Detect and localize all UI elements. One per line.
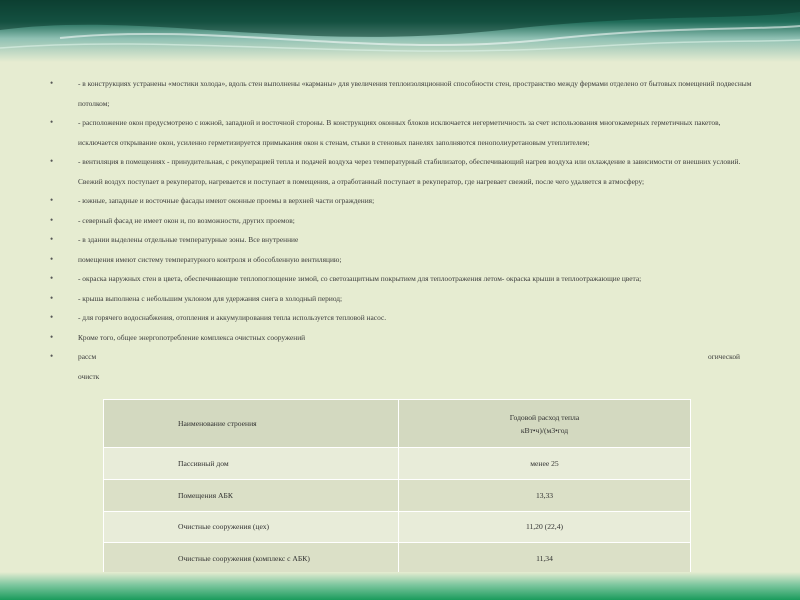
table-row xyxy=(104,543,691,575)
partial-text-right: огической xyxy=(708,352,741,361)
list-item xyxy=(44,152,752,191)
list-item xyxy=(44,211,752,231)
list-item-partial xyxy=(44,347,752,386)
list-item-text: - для горячего водоснабжения, отопления и аккумулирования тепла используется тепловой насос. xyxy=(78,313,387,322)
list-item-text: - окраска наружных стен в цвета, обеспечивающие теплопоглощение зимой, со светозащитным покрытием для теплоотражения летом- окраска крыши в теплоотражающие цвета; xyxy=(78,274,642,283)
list-item-text: - в конструкциях устранены «мостики холода», вдоль стен выполнены «карманы» для увеличения теплоизоляционной способности стен, пространство между фермами отделено от бытовых помещений подвесным потолком; xyxy=(78,79,752,108)
header-decoration xyxy=(0,0,800,62)
row-value: менее 25 xyxy=(399,448,691,480)
list-item xyxy=(44,308,752,328)
list-item-text: - северный фасад не имеет окон и, по возможности, других проемов; xyxy=(78,215,295,225)
table-row xyxy=(104,448,691,480)
row-name: Помещения АБК xyxy=(104,479,399,511)
partial-text-left-bottom: очистк xyxy=(78,371,100,381)
header-cell-value xyxy=(399,400,691,448)
wave-decoration xyxy=(0,0,800,62)
bullet-icon: • xyxy=(50,234,54,244)
bullet-list xyxy=(44,74,752,386)
row-value: 11,34 xyxy=(399,543,691,575)
list-item xyxy=(44,191,752,211)
list-item xyxy=(44,74,752,113)
row-name: Пассивный дом xyxy=(104,448,399,480)
bullet-icon: • xyxy=(50,331,54,342)
header-label-value xyxy=(510,411,579,437)
list-item-text: - вентиляция в помещениях - принудительная, с рекуперацией тепла и подачей воздуха через температурный стабилизатор, обеспечивающий нагрев воздуха или охлаждение в зависимости от внешних условий. Свежий воздух поступает в рекуператор, нагревается и поступает в помещения, а отработанный поступает в рекуператор, где нагревает свежий, после чего удаляется в атмосферу; xyxy=(78,157,741,186)
footer-decoration xyxy=(0,572,800,600)
bullet-icon: • xyxy=(50,214,54,225)
list-item xyxy=(44,250,752,270)
list-item xyxy=(44,269,752,289)
header-label-line1: Годовой расход тепла xyxy=(509,412,580,422)
list-item-text: Кроме того, общее энергопотребление комплекса очистных сооружений xyxy=(78,332,306,342)
bullet-icon: • xyxy=(50,195,54,205)
list-item-text: - в здании выделены отдельные температурные зоны. Все внутренние xyxy=(78,235,299,244)
list-item-text: - расположение окон предусмотрено с южной, западной и восточной стороны. В конструкциях оконных блоков исключается негерметичность за счет использования многокамерных герметичных пакетов, исключается открывание окон, усиленно герметизируется примыкания окон к стенам, стыки в стеновых панелях заполняются пенополиуретановым утеплителем; xyxy=(78,118,721,147)
bullet-icon: • xyxy=(50,156,54,166)
partial-text-left: рассм xyxy=(78,352,97,361)
bullet-icon: • xyxy=(50,117,54,127)
row-name: Очистные сооружения (комплекс с АБК) xyxy=(104,543,399,575)
list-item-text: помещения имеют систему температурного контроля и обособленную вентиляцию; xyxy=(78,254,342,264)
bullet-icon: • xyxy=(50,253,54,264)
row-value: 11,20 (22,4) xyxy=(399,511,691,543)
header-label-line2: кВт•ч)/(м3•год xyxy=(520,425,569,435)
bullet-icon: • xyxy=(50,273,54,283)
list-item-text: - крыша выполнена с небольшим уклоном для удержания снега в холодный период; xyxy=(78,293,343,303)
list-item xyxy=(44,113,752,152)
table-row xyxy=(104,511,691,543)
list-item-text: - южные, западные и восточные фасады имеют оконные проемы в верхней части ограждения; xyxy=(78,196,375,205)
bullet-icon: • xyxy=(50,351,54,361)
table-row xyxy=(104,479,691,511)
header-cell-name xyxy=(104,400,399,448)
table-header-row xyxy=(104,400,691,448)
list-item xyxy=(44,289,752,309)
data-table xyxy=(103,399,691,575)
list-item xyxy=(44,328,752,348)
row-name: Очистные сооружения (цех) xyxy=(104,511,399,543)
bullet-icon: • xyxy=(50,78,54,88)
bullet-icon: • xyxy=(50,292,54,303)
header-label-name: Наименование строения xyxy=(178,419,257,429)
heat-consumption-table xyxy=(103,399,691,575)
bullet-icon: • xyxy=(50,312,54,322)
row-value: 13,33 xyxy=(399,479,691,511)
list-item xyxy=(44,230,752,250)
